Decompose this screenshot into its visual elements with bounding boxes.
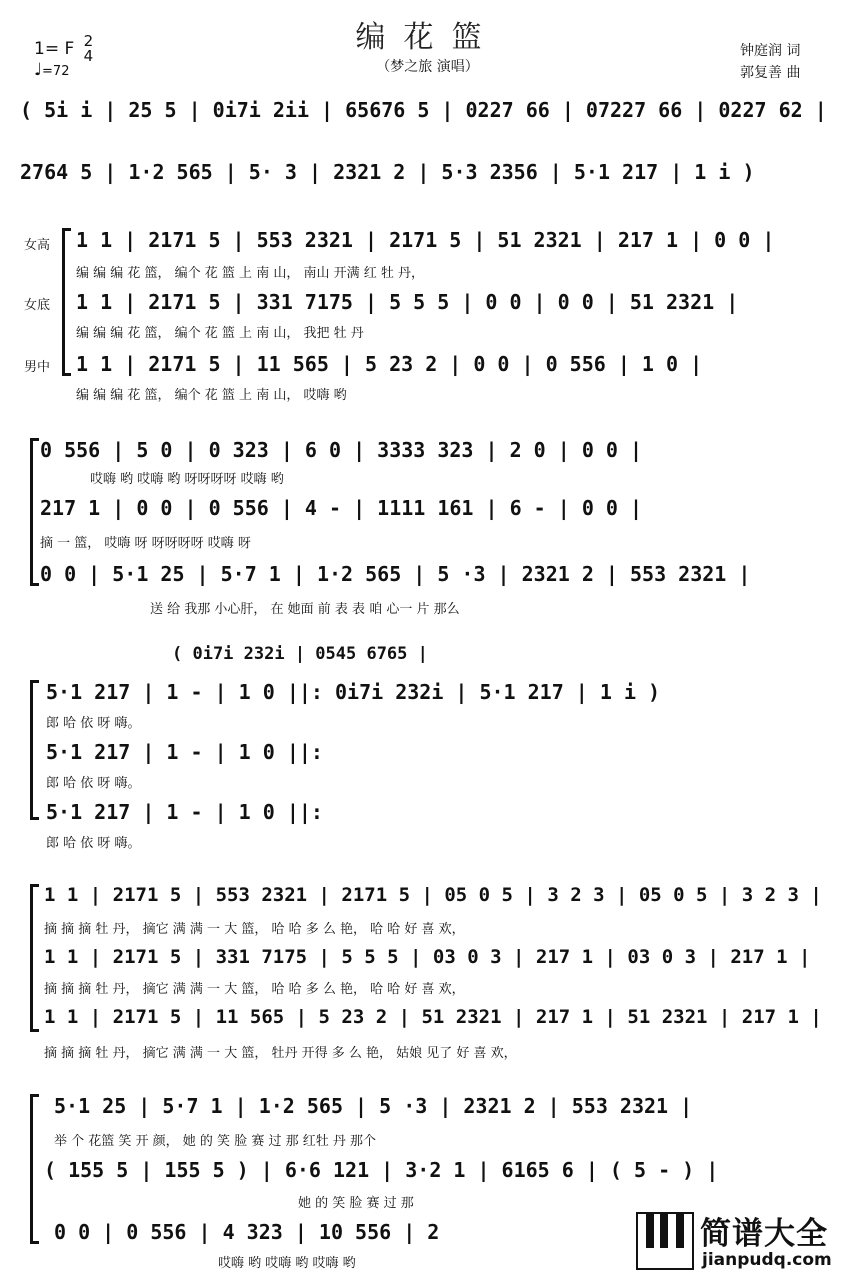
system4-tenor-notes: 5·1 217 | 1 - | 1 0 ||:	[46, 800, 323, 824]
system4-tenor-lyrics: 郎 哈 依 呀 嗨。	[46, 836, 141, 851]
system2-alto-lyrics: 编 编 编 花 篮， 编个 花 篮 上 南 山， 我把 牡 丹	[76, 326, 364, 341]
part-label-alto: 女底	[24, 298, 51, 313]
system4-soprano-lyrics: 郎 哈 依 呀 嗨。	[46, 716, 141, 731]
system5-tenor-lyrics: 摘 摘 摘 牡 丹， 摘它 满 满 一 大 篮， 牡丹 开得 多 么 艳， 姑娘 见了 好 喜 欢，	[44, 1046, 517, 1061]
intro-line-1: ( 5i i | 25 5 | 0i7i 2ii | 65676 5 | 0227 66 | 07227 66 | 0227 62 |	[20, 98, 827, 122]
system-brace	[30, 438, 33, 586]
quarter-note-icon: ♩	[34, 60, 43, 80]
lyricist-credit: 钟庭润 词	[740, 43, 801, 59]
system6-soprano-lyrics: 举 个 花篮 笑 开 颜， 她 的 笑 脸 赛 过 那 红牡 丹 那个	[54, 1134, 376, 1149]
key-text: 1= F	[34, 39, 75, 59]
time-top: 2	[83, 32, 94, 50]
part-label-soprano: 女高	[24, 238, 51, 253]
intro-line-2: 2764 5 | 1·2 565 | 5· 3 | 2321 2 | 5·3 2356 | 5·1 217 | 1 i )	[20, 160, 755, 184]
system3-tenor-notes: 0 0 | 5·1 25 | 5·7 1 | 1·2 565 | 5 ·3 | 2321 2 | 553 2321 |	[40, 562, 751, 586]
system-brace	[30, 1094, 33, 1244]
system2-soprano-lyrics: 编 编 编 花 篮， 编个 花 篮 上 南 山， 南山 开满 红 牡 丹，	[76, 266, 424, 281]
system2-alto-notes: 1 1 | 2171 5 | 331 7175 | 5 5 5 | 0 0 | 0 0 | 51 2321 |	[76, 290, 739, 314]
system2-soprano-notes: 1 1 | 2171 5 | 553 2321 | 2171 5 | 51 2321 | 217 1 | 0 0 |	[76, 228, 775, 252]
system5-soprano-notes: 1 1 | 2171 5 | 553 2321 | 2171 5 | 05 0 5 | 3 2 3 | 05 0 5 | 3 2 3 |	[44, 884, 822, 906]
tempo-marking	[34, 60, 69, 80]
system5-soprano-lyrics: 摘 摘 摘 牡 丹， 摘它 满 满 一 大 篮， 哈 哈 多 么 艳， 哈 哈 好 喜 欢，	[44, 922, 465, 937]
system2-tenor-notes: 1 1 | 2171 5 | 11 565 | 5 23 2 | 0 0 | 0 556 | 1 0 |	[76, 352, 703, 376]
part-label-tenor: 男中	[24, 360, 51, 375]
system4-soprano-notes: 5·1 217 | 1 - | 1 0 ||: 0i7i 232i | 5·1 217 | 1 i )	[46, 680, 661, 704]
system5-alto-notes: 1 1 | 2171 5 | 331 7175 | 5 5 5 | 03 0 3 | 217 1 | 03 0 3 | 217 1 |	[44, 946, 811, 968]
system3-tenor-lyrics: 送 给 我那 小心肝， 在 她面 前 表 表 咱 心一 片 那么	[150, 602, 460, 617]
system6-alto-notes: ( 155 5 | 155 5 ) | 6·6 121 | 3·2 1 | 6165 6 | ( 5 - ) |	[44, 1158, 719, 1182]
system4-interlude-notes: ( 0i7i 232i | 0545 6765 |	[172, 644, 428, 664]
system4-alto-lyrics: 郎 哈 依 呀 嗨。	[46, 776, 141, 791]
score-title: 编花篮	[355, 20, 500, 55]
system5-tenor-notes: 1 1 | 2171 5 | 11 565 | 5 23 2 | 51 2321 | 217 1 | 51 2321 | 217 1 |	[44, 1006, 822, 1028]
system5-alto-lyrics: 摘 摘 摘 牡 丹， 摘它 满 满 一 大 篮， 哈 哈 多 么 艳， 哈 哈 好 喜 欢，	[44, 982, 465, 997]
system4-alto-notes: 5·1 217 | 1 - | 1 0 ||:	[46, 740, 323, 764]
system3-alto-lyrics: 摘 一 篮， 哎嗨 呀 呀呀呀呀 哎嗨 呀	[40, 536, 251, 551]
system6-alto-lyrics: 她 的 笑 脸 赛 过 那	[298, 1196, 414, 1211]
system2-tenor-lyrics: 编 编 编 花 篮， 编个 花 篮 上 南 山， 哎嗨 哟	[76, 388, 347, 403]
system3-soprano-lyrics: 哎嗨 哟 哎嗨 哟 呀呀呀呀 哎嗨 哟	[90, 472, 284, 487]
system-brace	[30, 680, 33, 820]
watermark-url: jianpudq.com	[702, 1250, 832, 1270]
system6-tenor-notes: 0 0 | 0 556 | 4 323 | 10 556 | 2	[54, 1220, 440, 1244]
system-brace	[62, 228, 65, 376]
site-watermark	[636, 1208, 850, 1276]
system6-soprano-notes: 5·1 25 | 5·7 1 | 1·2 565 | 5 ·3 | 2321 2 | 553 2321 |	[54, 1094, 693, 1118]
watermark-title: 简谱大全	[700, 1216, 828, 1252]
system6-tenor-lyrics: 哎嗨 哟 哎嗨 哟 哎嗨 哟	[218, 1256, 356, 1271]
system-brace	[30, 884, 33, 1032]
composer-credit: 郭复善 曲	[740, 65, 801, 81]
time-bottom: 4	[83, 47, 94, 65]
system3-alto-notes: 217 1 | 0 0 | 0 556 | 4 - | 1111 161 | 6 - | 0 0 |	[40, 496, 643, 520]
piano-keys-icon	[636, 1212, 694, 1270]
time-signature	[84, 34, 94, 64]
score-subtitle: （梦之旅 演唱）	[376, 59, 479, 75]
tempo-value: =72	[42, 64, 70, 79]
system3-soprano-notes: 0 556 | 5 0 | 0 323 | 6 0 | 3333 323 | 2 0 | 0 0 |	[40, 438, 643, 462]
